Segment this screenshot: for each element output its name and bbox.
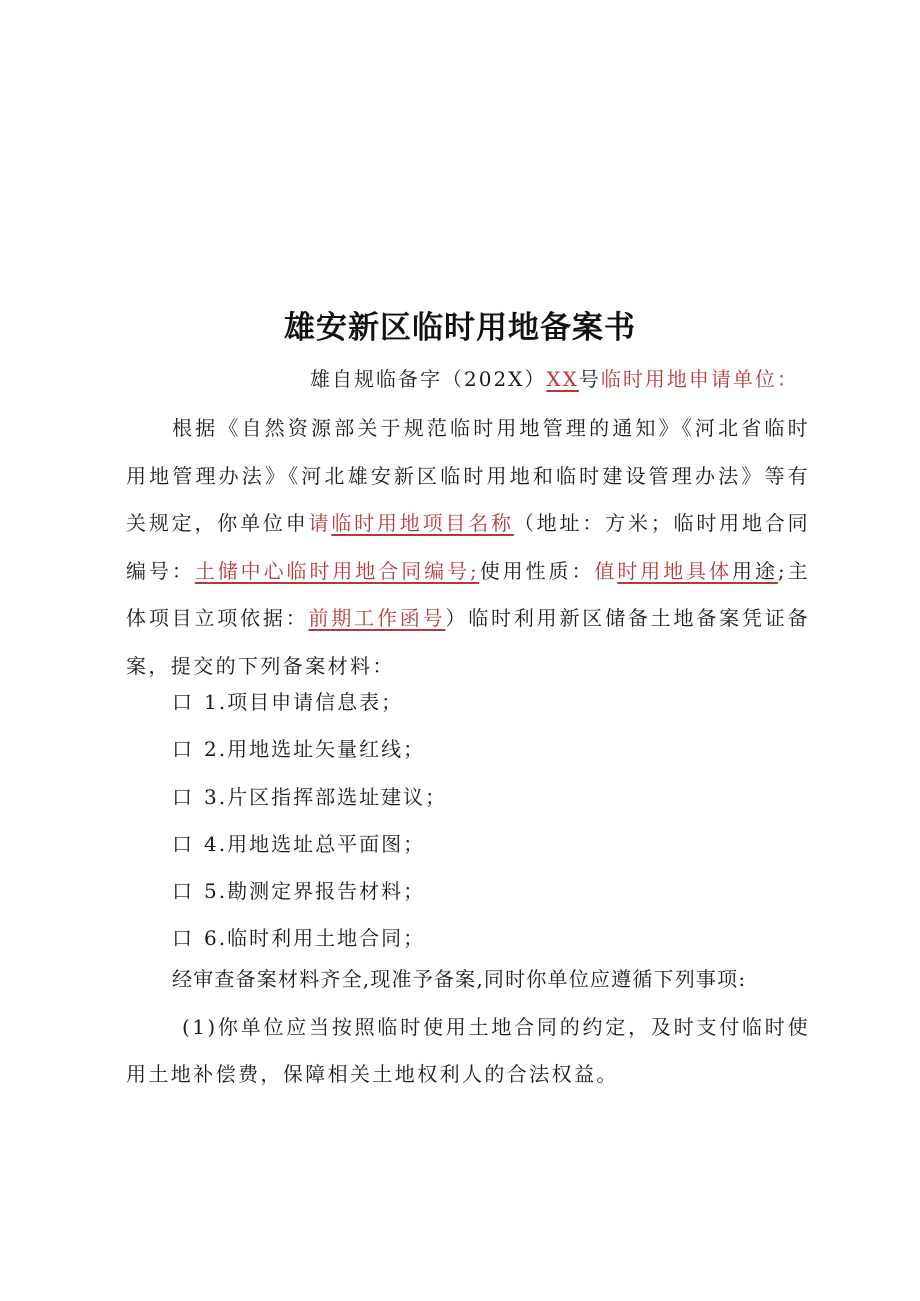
checklist-item <box>172 726 447 773</box>
basis-paragraph-text <box>126 405 810 691</box>
doc-number-prefix: 雄自规临备字（202X） <box>310 367 547 391</box>
contract-number-field: 土储中心临时用地合同编号; <box>194 558 480 583</box>
checkbox-icon[interactable]: 口 <box>172 926 194 951</box>
usage-field-lead: 值 <box>594 558 618 583</box>
checklist-item <box>172 679 447 726</box>
checklist-item-label: 3.片区指挥部选址建议； <box>204 784 448 809</box>
project-name-field-lead: 请 <box>308 511 332 536</box>
basis-part-4: ;主体项目立项依据： <box>126 558 810 631</box>
doc-number-suffix: 号 <box>578 367 601 391</box>
checklist-item-label: 1.项目申请信息表； <box>204 690 404 714</box>
basis-part-1: 根据《自然资源部关于规范临时用地管理的通知》《河北省临时用地管理办法》《河北雄安新区临时用地和临时建设管理办法》等有关规定，你单位申 <box>126 416 810 536</box>
usage-field-tail: 用途 <box>732 558 778 583</box>
checklist-item-label: 2.用地选址矢量红线； <box>204 737 426 762</box>
basis-part-2: （地址：方米；临时用地合同编号： <box>126 511 811 583</box>
checklist-item <box>172 774 447 821</box>
checklist-item-label: 4.用地选址总平面图； <box>204 831 426 856</box>
approval-section <box>126 956 810 1099</box>
checklist-item <box>172 868 447 915</box>
project-name-field: 临时用地项目名称 <box>331 511 514 536</box>
checkbox-icon[interactable]: 口 <box>172 737 194 762</box>
checklist-item-label: 6.临时利用土地合同； <box>204 926 426 951</box>
checklist-item-label: 5.勘测定界报告材料； <box>204 879 426 904</box>
document-number-line <box>310 363 799 392</box>
condition-item: (1)你单位应当按照临时使用土地合同的约定，及时支付临时使用土地补偿费，保障相关土地权利人的合法权益。 <box>126 1014 810 1087</box>
checklist-item <box>172 821 447 868</box>
doc-number-field: XX <box>546 367 579 391</box>
checkbox-icon[interactable]: 口 <box>172 879 194 904</box>
checkbox-icon[interactable]: 口 <box>172 784 194 809</box>
checkbox-icon[interactable]: 口 <box>172 831 194 856</box>
usage-field: 时用地具体 <box>617 558 733 583</box>
document-title: 雄安新区临时用地备案书 <box>284 310 636 346</box>
checkbox-icon[interactable]: 口 <box>172 690 194 714</box>
basis-paragraph <box>126 405 810 691</box>
basis-part-3: 使用性质： <box>479 558 595 583</box>
materials-checklist <box>172 679 447 963</box>
approval-basis-field: 前期工作函号 <box>308 606 446 631</box>
basis-part-5: ）临时利用新区储备土地备案凭证备案，提交的下列备案材料： <box>126 606 811 678</box>
approval-statement: 经审查备案材料齐全,现准予备案,同时你单位应遵循下列事项: <box>172 967 747 991</box>
applicant-label: 临时用地申请单位： <box>600 367 799 391</box>
